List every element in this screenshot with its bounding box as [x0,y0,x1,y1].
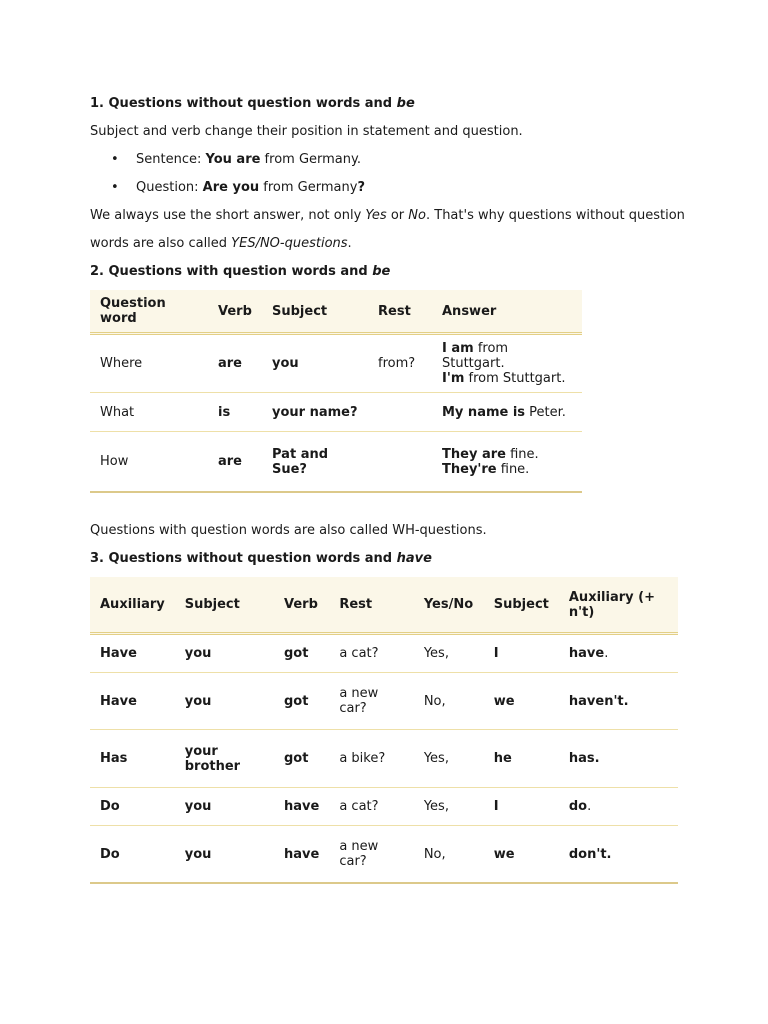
table-cell: got [274,673,329,730]
table-cell: I [484,634,559,673]
table-header-cell: Subject [262,290,368,334]
table-cell [368,432,432,493]
table-cell: you [175,634,274,673]
table-cell: are [208,432,262,493]
table-cell: have. [559,634,678,673]
table-row [90,634,678,673]
table-cell: you [175,673,274,730]
table-cell: haven't. [559,673,678,730]
table-row [90,788,678,826]
table-header-cell: Answer [432,290,582,334]
table-cell: My name is Peter. [432,393,582,432]
table-cell: I am from Stuttgart. I'm from Stuttgart. [432,334,582,393]
table-cell: Do [90,826,175,884]
table-cell: Have [90,673,175,730]
section3-heading: 3. Questions without question words and have [90,551,432,566]
table-header-cell: Auxiliary [90,577,175,634]
table-cell: he [484,730,559,788]
table-header-row [90,577,678,634]
section1-paragraph: We always use the short answer, not only Yes or No. That's why questions without question words are also called YES/NO-questions. [90,208,685,251]
table-cell: you [175,788,274,826]
have-questions-table [90,577,678,884]
example-list [90,146,690,202]
table-cell: from? [368,334,432,393]
table-cell: Yes, [414,788,484,826]
table-header-cell: Yes/No [414,577,484,634]
table-cell: a new car? [329,673,414,730]
table-cell: I [484,788,559,826]
table-header-cell: Question word [90,290,208,334]
table-cell: got [274,730,329,788]
table-cell: is [208,393,262,432]
table-cell: Do [90,788,175,826]
table-row [90,334,582,393]
table-cell: Has [90,730,175,788]
table-cell: Yes, [414,730,484,788]
table-header-cell: Subject [175,577,274,634]
table-cell: do. [559,788,678,826]
table-cell: a new car? [329,826,414,884]
table-cell: Have [90,634,175,673]
section2-note: Questions with question words are also called WH-questions. [90,523,487,538]
table-cell: They are fine. They're fine. [432,432,582,493]
table-cell: a cat? [329,634,414,673]
table-cell: No, [414,826,484,884]
table-cell: don't. [559,826,678,884]
table-cell: we [484,826,559,884]
document-page [90,90,690,884]
table-header-cell: Verb [274,577,329,634]
table-cell: we [484,673,559,730]
table-header-cell: Rest [329,577,414,634]
table-cell: have [274,788,329,826]
list-item-sentence: • Sentence: You are from Germany. [90,146,690,174]
table-row [90,730,678,788]
table-header-cell: Subject [484,577,559,634]
section1-intro: Subject and verb change their position in statement and question. [90,124,523,139]
table-cell [368,393,432,432]
table-cell: have [274,826,329,884]
table-cell: a cat? [329,788,414,826]
table-cell: has. [559,730,678,788]
table-header-cell: Verb [208,290,262,334]
table-cell: are [208,334,262,393]
table-cell: Pat and Sue? [262,432,368,493]
table-cell: Yes, [414,634,484,673]
table-header-cell: Auxiliary (+ n't) [559,577,678,634]
table-cell: you [262,334,368,393]
table-cell: No, [414,673,484,730]
wh-be-table [90,290,582,493]
table-cell: a bike? [329,730,414,788]
table-cell: you [175,826,274,884]
table-row [90,673,678,730]
table-cell: got [274,634,329,673]
section1-heading: 1. Questions without question words and be [90,96,415,111]
table-header-row [90,290,582,334]
table-row [90,432,582,493]
section2-heading: 2. Questions with question words and be [90,264,391,279]
table-row [90,393,582,432]
list-item-question: • Question: Are you from Germany? [90,174,690,202]
table-cell: Where [90,334,208,393]
table-cell: What [90,393,208,432]
table-cell: How [90,432,208,493]
table-cell: your brother [175,730,274,788]
table-cell: your name? [262,393,368,432]
table-header-cell: Rest [368,290,432,334]
table-row [90,826,678,884]
